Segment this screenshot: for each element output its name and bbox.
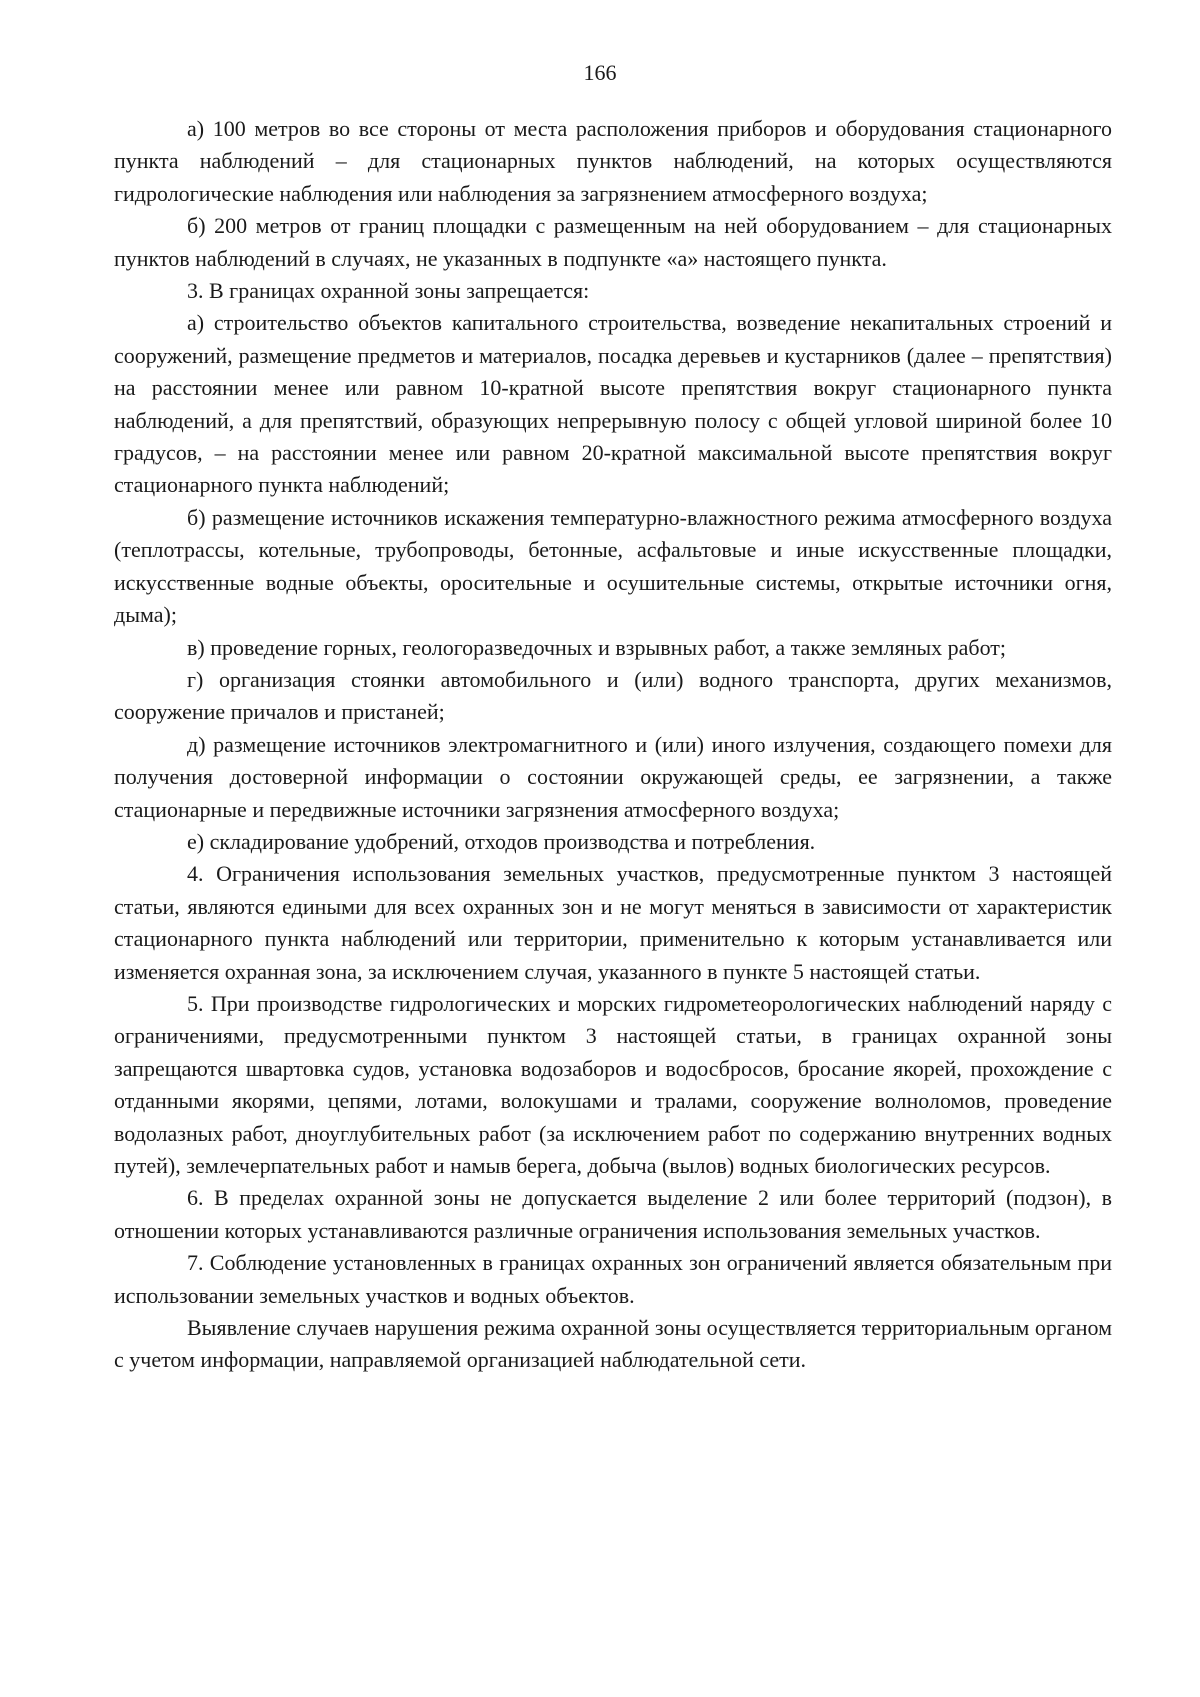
paragraph-clause-7: 7. Соблюдение установленных в границах охранных зон ограничений является обязательным при использовании земельных участков и водных объектов. [114, 1250, 1112, 1308]
paragraph-clause-3-item-g: г) организация стоянки автомобильного и (или) водного транспорта, других механизмов, сооружение причалов и пристаней; [114, 666, 1112, 725]
paragraph-clause-5: 5. При производстве гидрологических и морских гидрометеорологических наблюдений наряду с ограничениями, предусмотренными пунктом 3 настоящей статьи, в границах охранной зоны запрещаются швартовка судов, установка водозаборов и водосбросов, бросание якорей, прохождение с отданными якорями, цепями, лотами, волокушами и тралами, сооружение волноломов, проведение водолазных работ, дноуглубительных работ (за исключением работ по содержанию внутренних водных путей), землечерпательных работ и намыв берега, добыча (вылов) водных биологических ресурсов. [114, 990, 1112, 1178]
paragraph-violations: Выявление случаев нарушения режима охранной зоны осуществляется территориальным органом с учетом информации, направляемой организацией наблюдательной сети. [114, 1315, 1112, 1373]
paragraph-clause-4: 4. Ограничения использования земельных участков, предусмотренные пунктом 3 настоящей статьи, являются едиными для всех охранных зон и не могут меняться в зависимости от характеристик стационарного пункта наблюдений или территории, применительно к которым устанавливается или изменяется охранная зона, за исключением случая, указанного в пункте 5 настоящей статьи. [114, 861, 1112, 984]
paragraph-item-a-100m: а) 100 метров во все стороны от места расположения приборов и оборудования стационарного пункта наблюдений – для стационарных пунктов наблюдений, на которых осуществляются гидрологические наблюдения или наблюдения за загрязнением атмосферного воздуха; [114, 116, 1112, 206]
page-number: 166 [583, 60, 617, 85]
paragraph-clause-3-item-v: в) проведение горных, геологоразведочных и взрывных работ, а также земляных работ; [187, 634, 1007, 660]
paragraph-clause-3-item-b: б) размещение источников искажения температурно-влажностного режима атмосферного воздуха (теплотрассы, котельные, трубопроводы, бетонные, асфальтовые и иные искусственные площадки, искусственные водные объекты, оросительные и осушительные системы, открытые источники огня, дыма); [114, 504, 1112, 628]
paragraph-clause-3-item-e: е) складирование удобрений, отходов производства и потребления. [187, 828, 816, 854]
paragraph-clause-3-item-a: а) строительство объектов капитального строительства, возведение некапитальных строений и сооружений, размещение предметов и материалов, посадка деревьев и кустарников (далее – препятствия) на расстоянии менее или равном 10-кратной высоте препятствия вокруг стационарного пункта наблюдений, а для препятствий, образующих непрерывную полосу с общей угловой шириной более 10 градусов, – на расстоянии менее или равном 20-кратной максимальной высоте препятствия вокруг стационарного пункта наблюдений; [114, 310, 1112, 498]
paragraph-clause-3: 3. В границах охранной зоны запрещается: [187, 278, 590, 304]
paragraph-clause-3-item-d: д) размещение источников электромагнитного и (или) иного излучения, создающего помехи для получения достоверной информации о состоянии окружающей среды, ее загрязнении, а также стационарные и передвижные источники загрязнения атмосферного воздуха; [114, 731, 1112, 822]
document-body [114, 113, 1112, 1377]
paragraph-clause-6: 6. В пределах охранной зоны не допускается выделение 2 или более территорий (подзон), в отношении которых устанавливаются различные ограничения использования земельных участков. [114, 1185, 1112, 1243]
paragraph-item-b-200m: б) 200 метров от границ площадки с размещенным на ней оборудованием – для стационарных пунктов наблюдений в случаях, не указанных в подпункте «а» настоящего пункта. [114, 213, 1112, 271]
